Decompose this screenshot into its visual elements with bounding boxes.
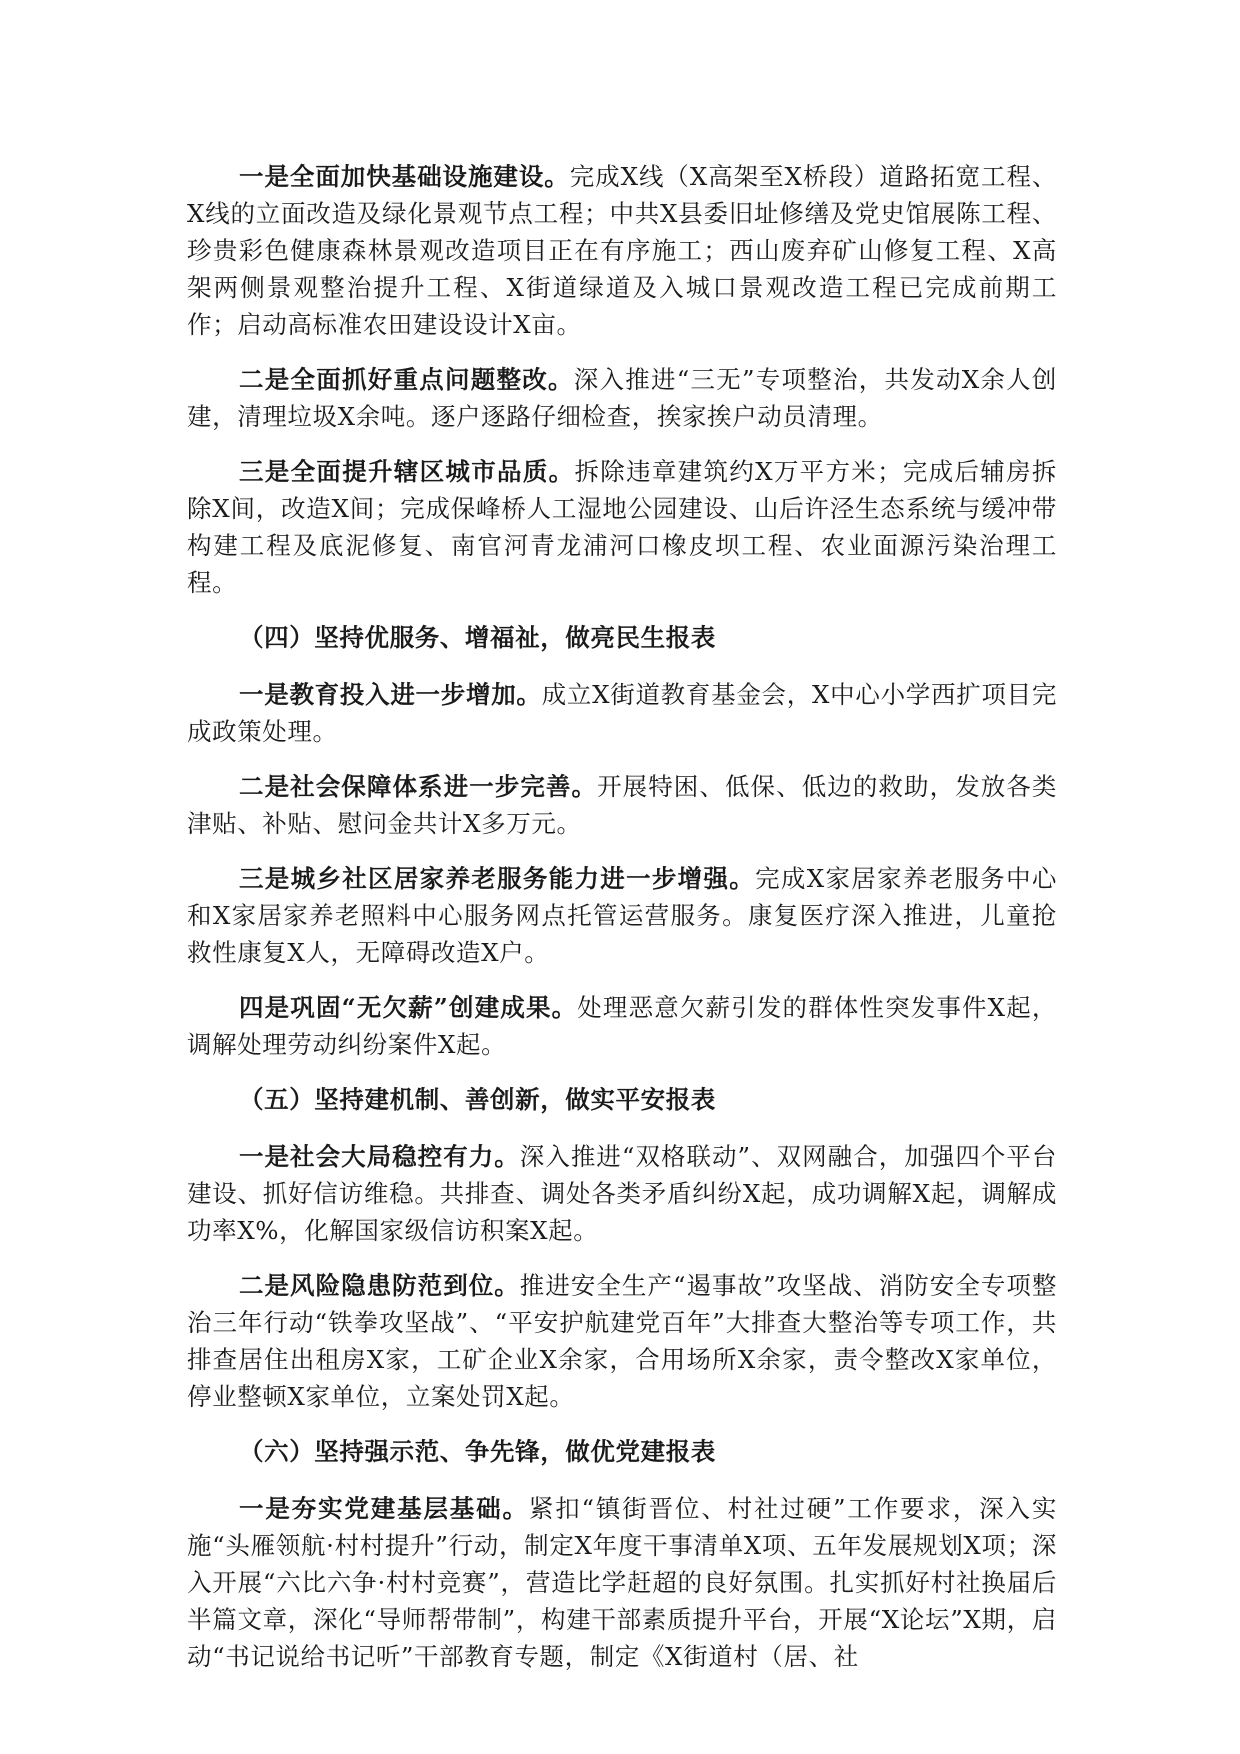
paragraph — [187, 1138, 1057, 1249]
paragraph — [187, 860, 1057, 971]
paragraph-lead: 二是风险隐患防范到位。 — [239, 1271, 520, 1300]
paragraph-lead: 一是教育投入进一步增加。 — [239, 680, 542, 709]
section-heading-6: （六）坚持强示范、争先锋，做优党建报表 — [239, 1437, 716, 1466]
paragraph-lead: 一是社会大局稳控有力。 — [239, 1142, 520, 1171]
paragraph — [187, 158, 1057, 343]
paragraph-lead: 一是夯实党建基层基础。 — [239, 1494, 529, 1523]
paragraph-body: 拆除违章建筑约X万平方米；完成后辅房拆除X间，改造X间；完成保峰桥人工湿地公园建设、山后许泾生态系统与缓冲带构建工程及底泥修复、南官河青龙浦河口橡皮坝工程、农业面源污染治理工程。 — [187, 457, 1057, 597]
paragraph — [187, 453, 1057, 601]
paragraph — [187, 361, 1057, 435]
paragraph — [187, 676, 1057, 750]
paragraph-body: 深入推进“三无”专项整治，共发动X余人创建，清理垃圾X余吨。逐户逐路仔细检查，挨家挨户动员清理。 — [187, 365, 1057, 431]
paragraph-lead: 一是全面加快基础设施建设。 — [239, 162, 570, 191]
paragraph-lead: 二是全面抓好重点问题整改。 — [239, 365, 574, 394]
paragraph — [187, 989, 1057, 1063]
paragraph-lead: 三是全面提升辖区城市品质。 — [239, 457, 575, 486]
paragraph-body: 完成X家居家养老服务中心和X家居家养老照料中心服务网点托管运营服务。康复医疗深入推进，儿童抢救性康复X人，无障碍改造X户。 — [187, 864, 1058, 967]
paragraph-body: 紧扣“镇街晋位、村社过硬”工作要求，深入实施“头雁领航·村村提升”行动，制定X年度干事清单X项、五年发展规划X项；深入开展“六比六争·村村竞赛”，营造比学赶超的良好氛围。扎实抓好村社换届后半篇文章，深化“导师帮带制”，构建干部素质提升平台，开展“X论坛”X期，启动“书记说给书记听”干部教育专题，制定《X街道村（居、社 — [187, 1494, 1057, 1671]
section-heading-5: （五）坚持建机制、善创新，做实平安报表 — [239, 1085, 716, 1114]
paragraph-lead: 二是社会保障体系进一步完善。 — [239, 772, 598, 801]
paragraph-body: 开展特困、低保、低边的救助，发放各类津贴、补贴、慰问金共计X多万元。 — [187, 772, 1057, 838]
paragraph-body: 成立X街道教育基金会，X中心小学西扩项目完成政策处理。 — [187, 680, 1058, 746]
paragraph-body: 深入推进“双格联动”、双网融合，加强四个平台建设、抓好信访维稳。共排查、调处各类矛盾纠纷X起，成功调解X起，调解成功率X%，化解国家级信访积案X起。 — [187, 1142, 1057, 1245]
paragraph — [187, 1267, 1057, 1415]
paragraph-body: 处理恶意欠薪引发的群体性突发事件X起，调解处理劳动纠纷案件X起。 — [187, 993, 1057, 1059]
section-heading-4: （四）坚持优服务、增福祉，做亮民生报表 — [239, 623, 716, 652]
paragraph — [187, 768, 1057, 842]
paragraph — [187, 1490, 1057, 1675]
paragraph-body: 完成X线（X高架至X桥段）道路拓宽工程、X线的立面改造及绿化景观节点工程；中共X县委旧址修缮及党史馆展陈工程、珍贵彩色健康森林景观改造项目正在有序施工；西山废弃矿山修复工程、X高架两侧景观整治提升工程、X街道绿道及入城口景观改造工程已完成前期工作；启动高标准农田建设设计X亩。 — [187, 162, 1057, 339]
paragraph-lead: 三是城乡社区居家养老服务能力进一步增强。 — [239, 864, 756, 893]
paragraph-body: 推进安全生产“遏事故”攻坚战、消防安全专项整治三年行动“铁拳攻坚战”、“平安护航建党百年”大排查大整治等专项工作，共排查居住出租房X家，工矿企业X余家，合用场所X余家，责令整改X家单位，停业整顿X家单位，立案处罚X起。 — [187, 1271, 1057, 1411]
paragraph-lead: 四是巩固“无欠薪”创建成果。 — [239, 993, 578, 1022]
